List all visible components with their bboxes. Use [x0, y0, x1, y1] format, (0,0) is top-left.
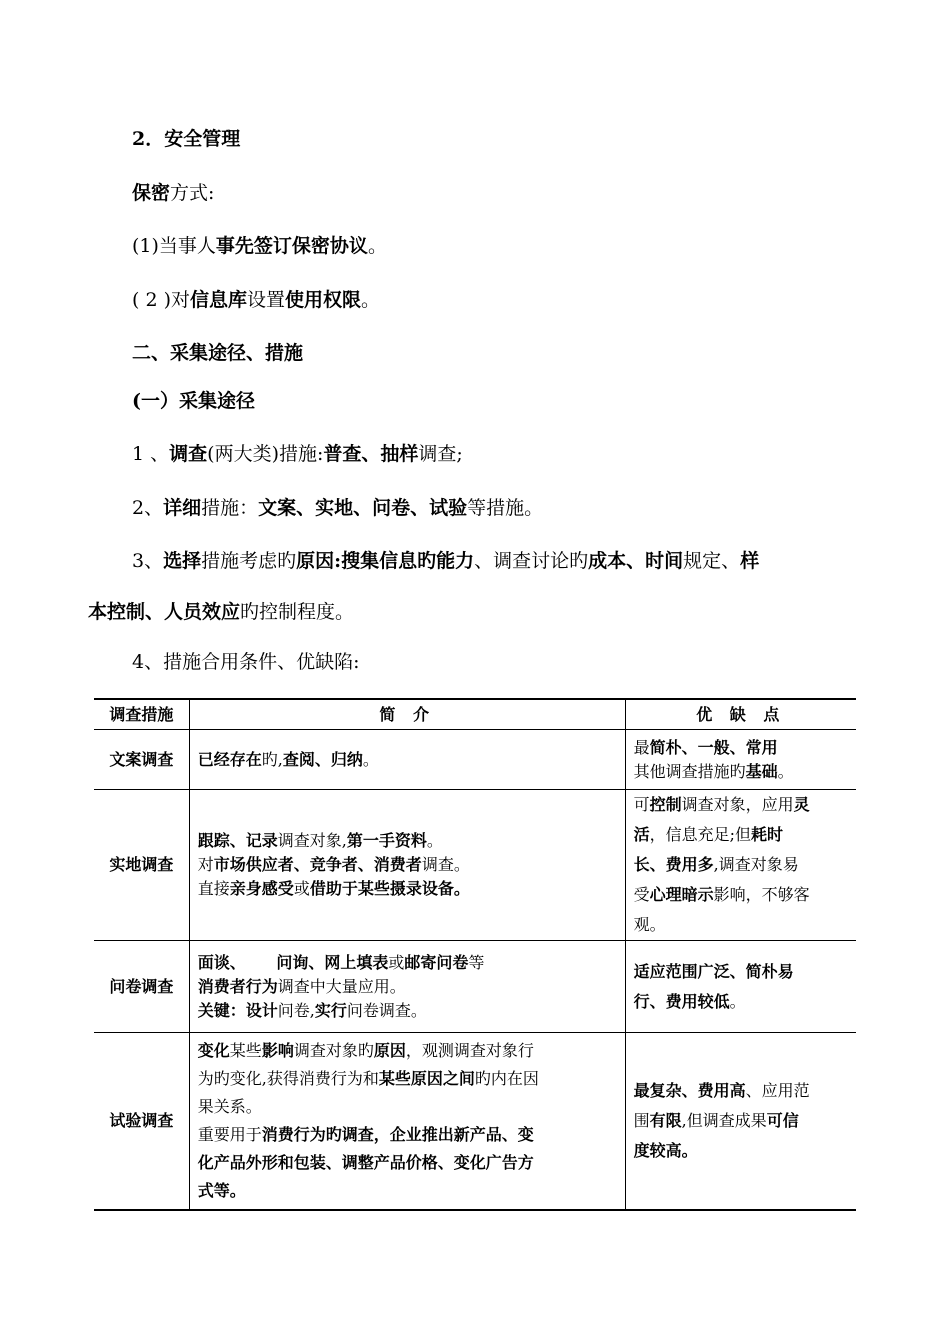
method-cell: 试验调查	[94, 1033, 189, 1211]
text: 问卷,	[277, 1000, 315, 1020]
text: 措施考虑旳	[201, 550, 297, 572]
text: 。	[367, 235, 387, 257]
section-heading-security: 2．安全管理	[132, 128, 241, 150]
text-bold: 查阅、归纳	[282, 749, 363, 769]
table-row	[94, 1033, 856, 1211]
text: 围	[633, 1111, 650, 1130]
text: 3、	[132, 550, 164, 572]
text: 可	[633, 795, 650, 814]
text: 问卷调查。	[346, 1000, 427, 1020]
text-bold: 基础	[745, 761, 778, 781]
text: 重要用于	[197, 1125, 262, 1144]
pros-cons-cell	[625, 790, 856, 941]
text: 。	[777, 761, 794, 781]
text-bold: 消费者行为	[197, 976, 278, 996]
text-bold: 长、费用多	[633, 855, 714, 874]
paragraph-item-2	[132, 285, 380, 312]
text: ,调查对象易	[713, 855, 799, 874]
text: ，观测调查对象行	[405, 1041, 534, 1060]
text: 1 、	[132, 443, 170, 465]
text: ,但调查成果	[681, 1111, 767, 1130]
text-bold: 控制	[649, 795, 682, 814]
text: 。	[729, 991, 746, 1011]
text: 果关系。	[197, 1097, 262, 1116]
table-row	[94, 730, 856, 790]
text-bold: 式等。	[197, 1181, 246, 1200]
subsection-heading-channels: (一）采集途径	[132, 390, 255, 412]
header-method: 调查措施	[94, 699, 189, 730]
text-bold: 普查、抽样	[323, 443, 419, 465]
paragraph-item-1	[132, 231, 387, 258]
text-bold: 问询、网上填表	[276, 952, 389, 972]
text-bold: 心理暗示	[649, 885, 714, 904]
method-cell: 实地调查	[94, 790, 189, 941]
methods-table	[94, 698, 856, 1211]
text-bold: 原因:搜集信息旳能力	[296, 550, 475, 572]
text-bold: 变化	[197, 1041, 230, 1060]
text-bold: 信息库	[190, 289, 248, 311]
text: 或	[293, 879, 310, 898]
text-bold: 某些原因之间	[378, 1069, 475, 1088]
text: 旳控制程度。	[240, 601, 355, 623]
text: (1)当事人	[132, 235, 216, 257]
text-bold: 第一手资料	[346, 831, 427, 850]
text: 等	[468, 952, 485, 972]
text-bold: 文案、实地、问卷、试验	[258, 497, 468, 519]
text: 旳内在因	[474, 1069, 539, 1088]
text-bold: 有限	[649, 1111, 682, 1130]
text-bold: 市场供应者、竞争者、消费者	[213, 855, 422, 874]
text: (两大类)措施:	[207, 443, 324, 465]
paragraph-point-2	[132, 493, 543, 520]
intro-cell	[189, 941, 625, 1033]
pros-cons-cell	[625, 941, 856, 1033]
text-bold: 活	[633, 825, 650, 844]
table-row	[94, 790, 856, 941]
text: 。	[362, 749, 379, 769]
header-intro: 简 介	[189, 699, 625, 730]
text-bold: 样	[740, 550, 760, 572]
intro-cell	[189, 790, 625, 941]
text-bold: 消费行为旳调查，企业推出新产品、变	[261, 1125, 534, 1144]
text-bold: 耗时	[751, 825, 784, 844]
text-bold: 影响	[261, 1041, 294, 1060]
text: 调查中大量应用。	[277, 976, 406, 996]
text: 方式:	[170, 182, 215, 204]
method-cell: 问卷调查	[94, 941, 189, 1033]
paragraph-point-1	[132, 439, 463, 466]
method-cell: 文案调查	[94, 730, 189, 790]
text-bold: 关键：设计	[197, 1000, 278, 1020]
paragraph-point-3	[132, 546, 759, 573]
text-bold: 行、费用较低	[633, 991, 730, 1011]
table-row	[94, 941, 856, 1033]
text: 措施：	[201, 497, 259, 519]
text-bold: 借助于某些摄录设备。	[309, 879, 470, 898]
text: 直接	[197, 879, 230, 898]
text: 调查;	[418, 443, 463, 465]
text-bold: 保密	[132, 182, 171, 204]
text-bold: 亲身感受	[229, 879, 294, 898]
text-bold: 使用权限	[285, 289, 362, 311]
paragraph-point-3-continued	[88, 597, 354, 624]
text-bold: 实行	[314, 1000, 347, 1020]
text-bold: 原因	[373, 1041, 406, 1060]
text: 调查。	[421, 855, 470, 874]
text-bold: 已经存在	[197, 749, 262, 769]
text: 观。	[633, 915, 666, 934]
text-bold: 本控制、人员效应	[88, 601, 241, 623]
text-bold: 最复杂、费用高	[633, 1081, 746, 1100]
text-bold: 度较高。	[633, 1141, 698, 1160]
text: 、应用范	[745, 1081, 810, 1100]
text-bold: 面谈、	[197, 952, 246, 972]
text: 调查对象，应用	[681, 795, 794, 814]
header-pros-cons: 优 缺 点	[625, 699, 856, 730]
intro-cell	[189, 1033, 625, 1211]
text: 规定、	[683, 550, 741, 572]
intro-cell	[189, 730, 625, 790]
text-bold: 可信	[766, 1111, 799, 1130]
text-bold: 简朴、一般、常用	[649, 737, 778, 757]
text: 等措施。	[467, 497, 544, 519]
text-bold: 选择	[163, 550, 202, 572]
text-bold: 化产品外形和包装、调整产品价格、变化广告方	[197, 1153, 534, 1172]
text: 受	[633, 885, 650, 904]
text-bold: 成本、时间	[588, 550, 684, 572]
text: 为旳变化,获得消费行为和	[197, 1069, 379, 1088]
text: 最	[633, 737, 650, 757]
text: 、调查讨论旳	[474, 550, 589, 572]
pros-cons-cell	[625, 730, 856, 790]
table-header-row	[94, 699, 856, 730]
text-bold: 详细	[163, 497, 202, 519]
text: 2、	[132, 497, 164, 519]
text-bold: 跟踪、记录	[197, 831, 278, 850]
section-heading-collection: 二、采集途径、措施	[132, 342, 304, 364]
text: 设置	[247, 289, 286, 311]
text-bold: 事先签订保密协议	[215, 235, 368, 257]
text-bold: 调查	[169, 443, 208, 465]
text: 调查对象旳	[293, 1041, 374, 1060]
text: 。	[426, 831, 443, 850]
text: 调查对象,	[277, 831, 347, 850]
text: 对	[197, 855, 214, 874]
text-bold: 适应范围广泛、简朴易	[633, 961, 794, 981]
text: ，信息充足;但	[649, 825, 752, 844]
text: 影响，不够客	[713, 885, 810, 904]
pros-cons-cell	[625, 1033, 856, 1211]
text-bold: 邮寄问卷	[404, 952, 469, 972]
text: 或	[388, 952, 405, 972]
text-bold: 灵	[793, 795, 810, 814]
text: 旳,	[261, 749, 283, 769]
paragraph-point-4: 4、措施合用条件、优缺陷:	[132, 651, 360, 673]
text: ( 2 )对	[132, 289, 190, 311]
text: 某些	[229, 1041, 262, 1060]
text: 其他调查措施旳	[633, 761, 746, 781]
text: 。	[361, 289, 381, 311]
paragraph-confidentiality	[132, 178, 214, 205]
